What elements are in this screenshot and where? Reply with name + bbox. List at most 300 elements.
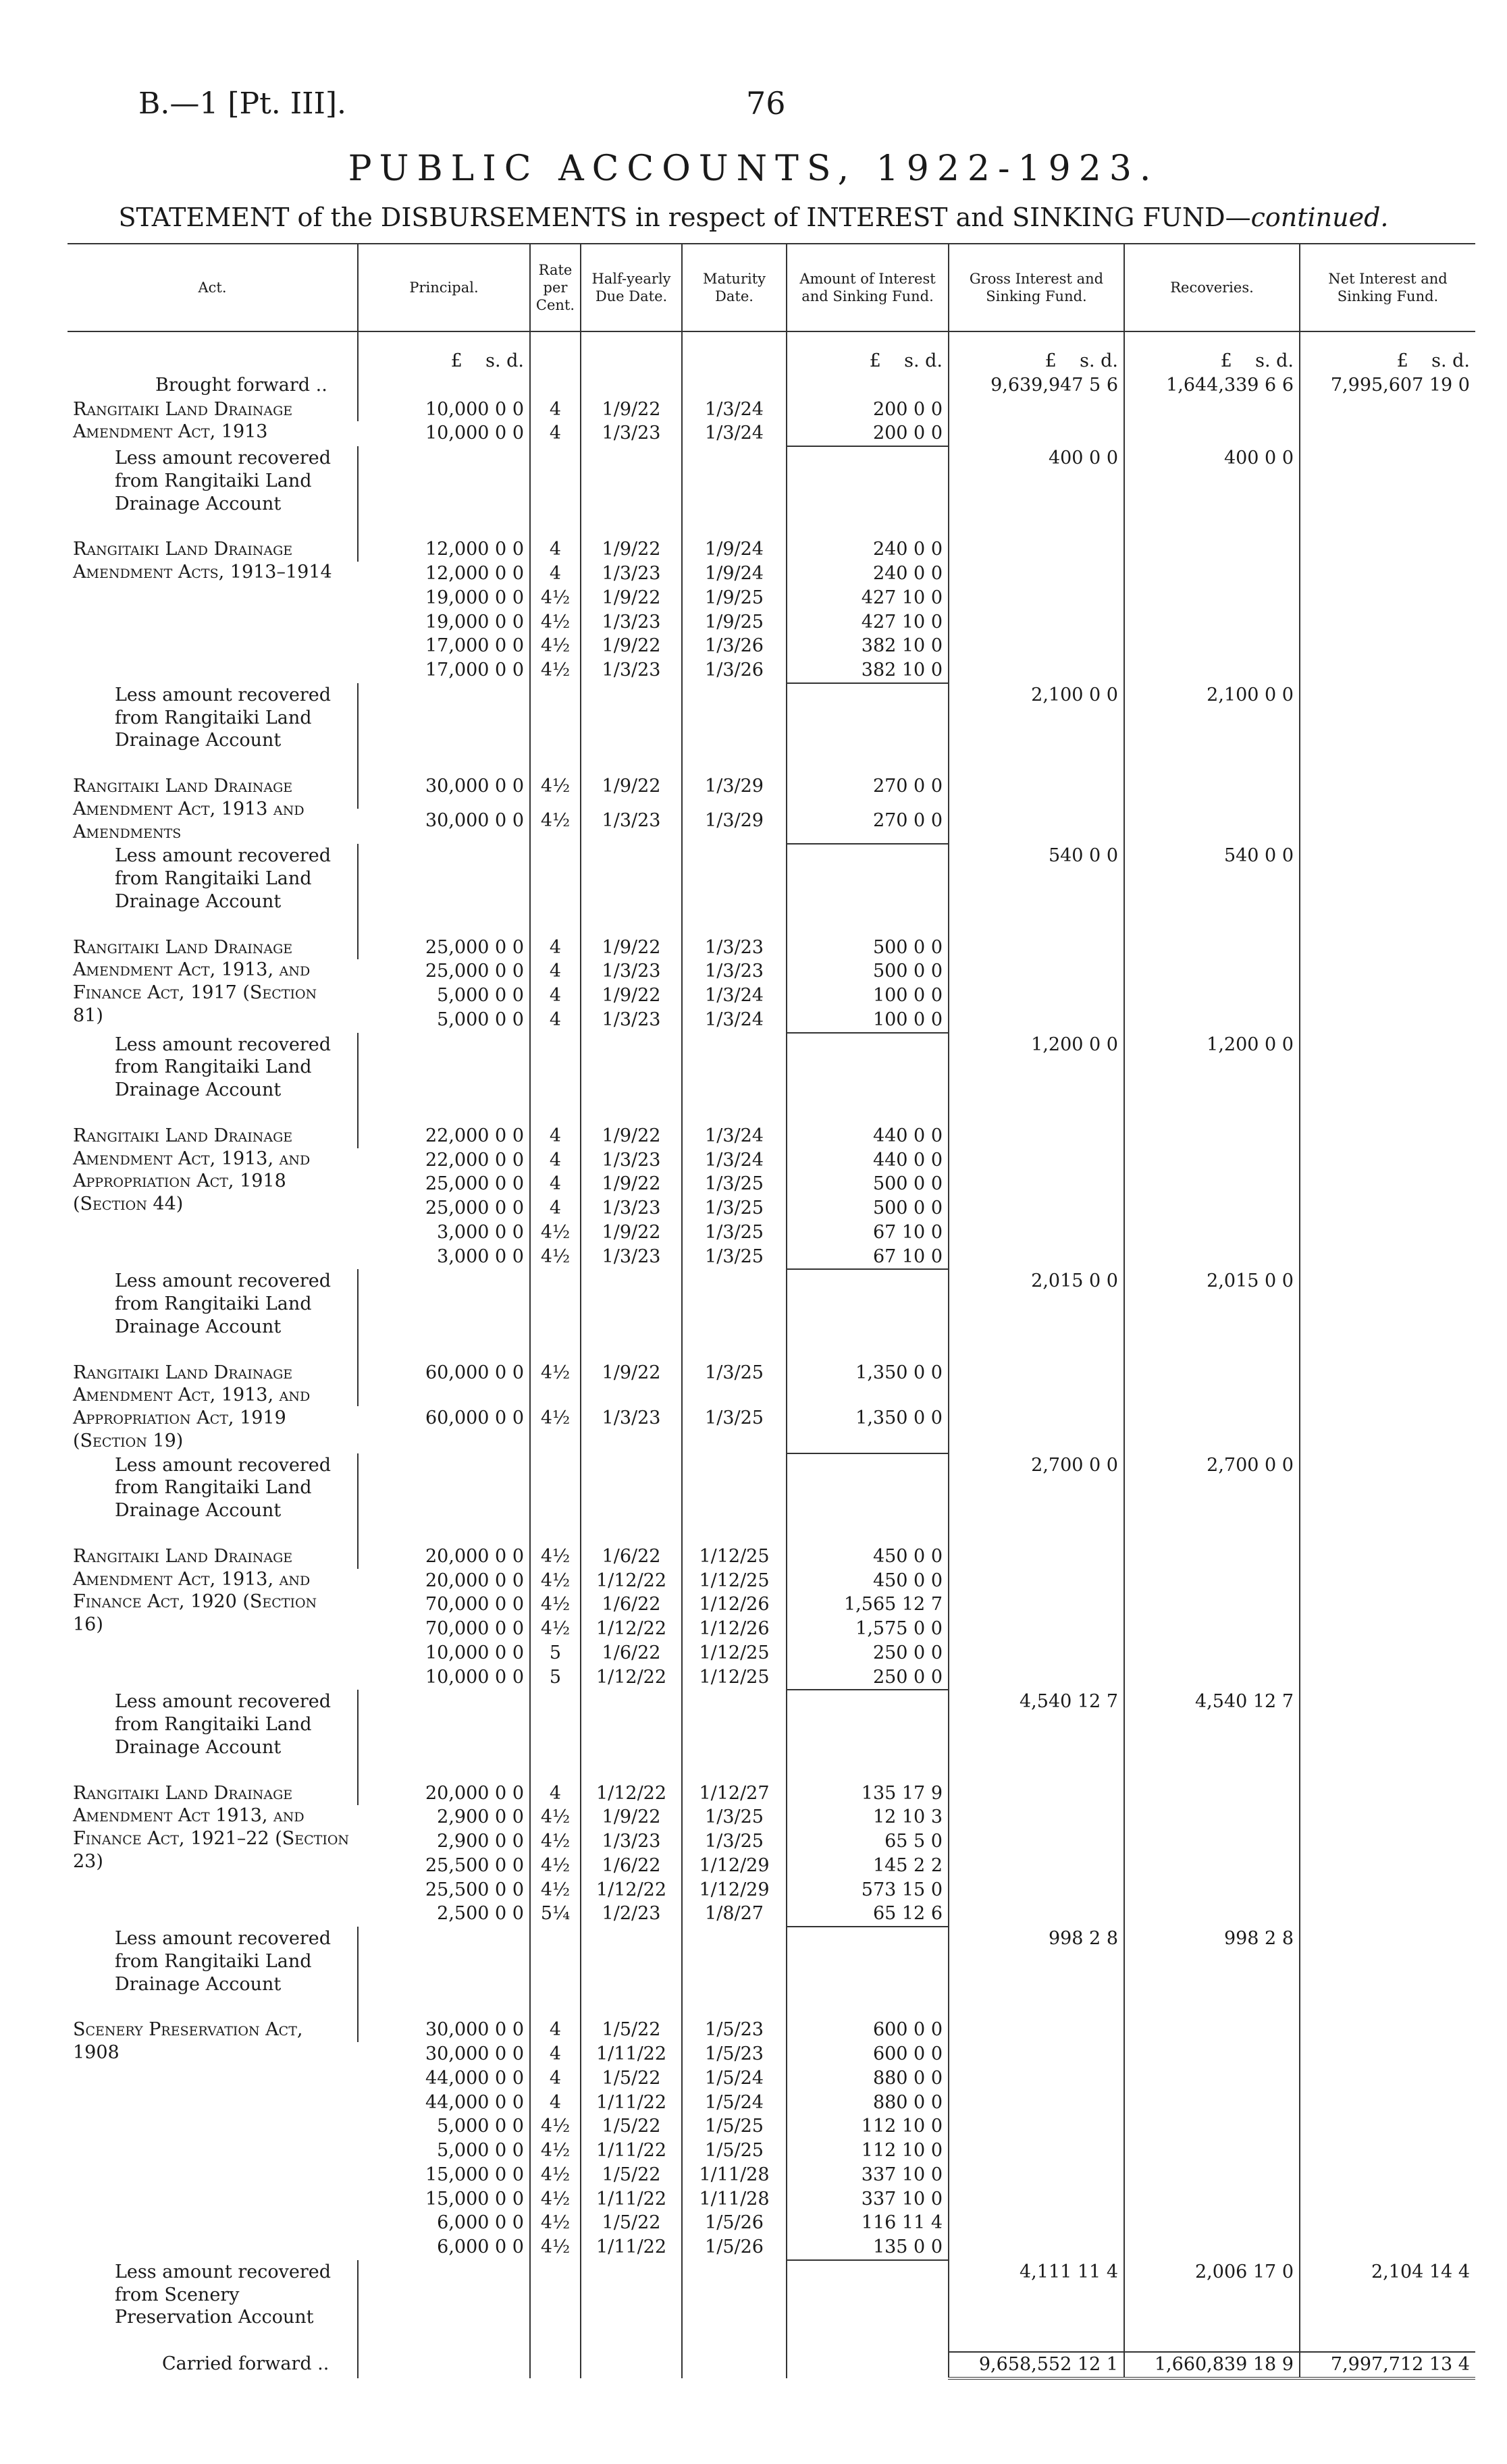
table-cell [1300,1008,1475,1033]
rate-cell: 4 [530,2042,581,2066]
principal-cell: 30,000 0 0 [358,774,530,809]
gross-cell: 2,700 0 0 [949,1453,1124,1523]
amount-cell: 600 0 0 [787,2042,949,2066]
table-cell [787,1033,949,1102]
less-recovered-row [68,1269,1475,1339]
due-date-cell: 1/3/23 [581,1829,682,1854]
table-cell [949,936,1124,960]
rate-cell: 4 [530,936,581,960]
less-recovered-row [68,1453,1475,1523]
table-cell [787,914,949,936]
table-cell [358,1453,530,1523]
table-cell [1124,1760,1300,1782]
due-date-cell: 1/3/23 [581,809,682,844]
table-cell [787,331,949,373]
table-cell [682,516,787,537]
less-recovered-row [68,446,1475,516]
table-cell [949,610,1124,635]
due-date-cell: 1/5/22 [581,2163,682,2187]
maturity-date-cell: 1/11/28 [682,2163,787,2187]
table-cell [68,1523,358,1545]
table-cell [358,1690,530,1759]
principal-cell: 10,000 0 0 [425,1666,524,1688]
table-cell [68,2330,358,2352]
table-cell [1124,1008,1300,1033]
table-cell [1124,2187,1300,2212]
principal-cell: 22,000 0 0 [358,1124,530,1148]
due-date-cell: 1/9/22 [581,1172,682,1196]
table-cell [1124,774,1300,809]
amount-cell: 500 0 0 [787,1172,949,1196]
table-cell [682,2260,787,2330]
principal-cell: 19,000 0 0 [425,587,524,608]
due-date-cell: 1/9/22 [581,634,682,658]
principal-cell: 15,000 0 0 [425,2188,524,2209]
table-cell [1300,2211,1475,2235]
due-date-cell: 1/9/22 [581,1361,682,1407]
table-cell [581,1996,682,2018]
table-cell [1300,2091,1475,2115]
table-row [68,774,1475,809]
table-cell [949,1641,1124,1665]
due-date-cell: 1/12/22 [581,1665,682,1690]
pound-unit: £ [1220,350,1232,371]
rate-cell: 4½ [530,586,581,610]
table-cell [358,373,530,398]
gross-cell: 400 0 0 [949,446,1124,516]
table-cell [358,2260,530,2330]
amount-cell: 880 0 0 [787,2066,949,2091]
table-cell [949,658,1124,683]
net-cell [1300,1269,1475,1339]
table-cell [1124,421,1300,446]
table-cell [581,1339,682,1361]
table-row [68,1782,1475,1806]
gross-cell: 2,015 0 0 [949,1269,1124,1339]
act-name: Rangitaiki Land Drainage Amendment Act, 1913 [73,398,293,443]
net-cell [1300,1453,1475,1523]
act-name: Rangitaiki Land Drainage Amendment Act, 1913, and Appropriation Act, 1918 (Section 44) [73,1125,311,1214]
table-cell [787,516,949,537]
table-cell [1300,562,1475,586]
due-date-cell: 1/12/22 [581,1569,682,1593]
rate-cell: 4 [530,1008,581,1033]
maturity-date-cell: 1/3/24 [682,398,787,422]
table-cell [581,753,682,774]
maturity-date-cell: 1/3/25 [682,1196,787,1221]
table-cell [358,683,530,753]
table-cell [949,2163,1124,2187]
table-cell [530,914,581,936]
group-spacer [68,1760,1475,1782]
due-date-cell: 1/5/22 [581,2018,682,2042]
table-cell [949,2018,1124,2042]
amount-cell: 382 10 0 [787,634,949,658]
table-cell [530,1760,581,1782]
maturity-date-cell: 1/5/25 [682,2114,787,2139]
maturity-date-cell: 1/5/23 [682,2042,787,2066]
table-cell [1124,753,1300,774]
table-cell [68,914,358,936]
table-cell [1300,634,1475,658]
maturity-date-cell: 1/3/25 [682,1172,787,1196]
table-cell [1124,1196,1300,1221]
table-cell [581,2352,682,2378]
table-cell [530,1927,581,1996]
brought-forward-label: Brought forward .. [155,374,327,396]
maturity-date-cell: 1/3/23 [682,959,787,984]
table-cell [682,2330,787,2352]
amount-cell: 337 10 0 [787,2187,949,2212]
table-cell [949,2114,1124,2139]
table-cell [1124,2091,1300,2115]
table-cell [949,1196,1124,1221]
recoveries-cell: 540 0 0 [1124,844,1300,913]
table-cell [1300,2066,1475,2091]
sd-unit: s. d. [485,350,524,371]
column-header-amount: Amount of Interest and Sinking Fund. [787,244,949,331]
table-cell [949,2042,1124,2066]
principal-cell: 20,000 0 0 [358,1782,530,1806]
principal-cell: 15,000 0 0 [425,2164,524,2185]
table-cell [581,373,682,398]
carried-forward-gross: 9,658,552 12 1 [949,2352,1124,2378]
table-row [68,537,1475,562]
rate-cell: 4½ [530,1569,581,1593]
amount-cell: 250 0 0 [787,1641,949,1665]
gross-cell: 540 0 0 [949,844,1124,913]
table-cell [1124,634,1300,658]
table-cell [1124,1221,1300,1245]
table-cell [787,1690,949,1759]
recoveries-cell: 2,100 0 0 [1124,683,1300,753]
table-cell [358,2330,530,2352]
rate-cell: 4½ [530,809,581,844]
due-date-cell: 1/9/22 [581,537,682,562]
table-cell [1124,959,1300,984]
table-cell [949,1878,1124,1902]
rate-cell: 4 [530,1124,581,1148]
amount-cell: 500 0 0 [787,959,949,984]
table-cell [68,1339,358,1361]
table-cell [581,914,682,936]
table-cell [949,1665,1124,1690]
principal-cell: 10,000 0 0 [425,423,524,444]
subtitle-main: STATEMENT of the DISBURSEMENTS in respect of INTEREST and SINKING FUND— [118,203,1251,232]
amount-cell: 65 5 0 [787,1829,949,1854]
table-cell [682,373,787,398]
table-row [68,1361,1475,1407]
table-cell [787,2330,949,2352]
table-cell [1300,398,1475,422]
table-cell [1124,1339,1300,1361]
table-cell [1300,1592,1475,1617]
table-cell [1300,1878,1475,1902]
due-date-cell: 1/11/22 [581,2187,682,2212]
amount-cell: 427 10 0 [787,610,949,635]
table-cell [949,537,1124,562]
table-cell [1300,1406,1475,1453]
table-cell [1124,2235,1300,2260]
maturity-date-cell: 1/5/24 [682,2091,787,2115]
table-cell [1300,537,1475,562]
table-cell [358,331,530,373]
table-cell [1124,610,1300,635]
amount-cell: 116 11 4 [787,2211,949,2235]
maturity-date-cell: 1/3/25 [682,1805,787,1829]
table-cell [787,844,949,913]
table-cell [682,1269,787,1339]
table-cell [949,1545,1124,1569]
rate-cell: 4½ [530,1829,581,1854]
gross-cell: 998 2 8 [949,1927,1124,1996]
table-cell [530,373,581,398]
amount-cell: 1,575 0 0 [787,1617,949,1641]
table-cell [1300,1124,1475,1148]
table-cell [1300,1148,1475,1173]
maturity-date-cell: 1/12/25 [682,1665,787,1690]
due-date-cell: 1/6/22 [581,1592,682,1617]
table-cell [581,1453,682,1523]
table-cell [68,331,358,373]
table-cell [949,2066,1124,2091]
table-cell [358,753,530,774]
recoveries-cell: 2,015 0 0 [1124,1269,1300,1339]
due-date-cell: 1/11/22 [581,2042,682,2066]
table-cell [1124,1592,1300,1617]
table-cell [949,586,1124,610]
principal-cell: 20,000 0 0 [425,1570,524,1591]
net-cell [1300,1690,1475,1759]
brought-forward-row [68,373,1475,398]
amount-cell: 65 12 6 [787,1902,949,1927]
table-cell [949,914,1124,936]
table-cell [1124,1829,1300,1854]
table-cell [949,634,1124,658]
table-cell [1124,984,1300,1008]
principal-cell: 30,000 0 0 [425,809,524,831]
table-cell [581,683,682,753]
amount-cell: 112 10 0 [787,2114,949,2139]
due-date-cell: 1/9/22 [581,936,682,960]
table-cell [787,1760,949,1782]
table-cell [787,1102,949,1124]
amount-cell: 1,565 12 7 [787,1592,949,1617]
rate-cell: 4 [530,537,581,562]
group-spacer [68,1523,1475,1545]
table-cell [1124,936,1300,960]
due-date-cell: 1/9/22 [581,1221,682,1245]
principal-cell: 60,000 0 0 [358,1361,530,1407]
due-date-cell: 1/3/23 [581,959,682,984]
table-cell [1300,2139,1475,2163]
column-header-gross: Gross Interest and Sinking Fund. [949,244,1124,331]
column-header-due-date: Half-yearly Due Date. [581,244,682,331]
amount-cell: 112 10 0 [787,2139,949,2163]
principal-cell: 2,900 0 0 [437,1806,524,1828]
due-date-cell: 1/11/22 [581,2235,682,2260]
rate-cell: 4 [530,959,581,984]
due-date-cell: 1/5/22 [581,2066,682,2091]
gross-cell: 4,540 12 7 [949,1690,1124,1759]
due-date-cell: 1/3/23 [581,1148,682,1173]
table-cell [787,2352,949,2378]
less-recovered-label: Less amount recovered from Rangitaiki Land Drainage Account [115,448,332,514]
table-cell [1124,658,1300,683]
sd-unit: s. d. [1080,350,1118,371]
pound-unit: £ [1396,350,1408,371]
less-recovered-row [68,1690,1475,1759]
table-cell [787,1453,949,1523]
maturity-date-cell: 1/3/26 [682,634,787,658]
table-cell [1300,1760,1475,1782]
rate-cell: 5 [530,1665,581,1690]
due-date-cell: 1/9/22 [581,398,682,422]
rate-cell: 4½ [530,1221,581,1245]
table-cell [1124,1569,1300,1593]
rate-cell: 4½ [530,1617,581,1641]
table-cell [1124,1523,1300,1545]
table-cell [1300,936,1475,960]
statement-subtitle [0,203,1507,232]
table-cell [581,1033,682,1102]
principal-cell: 12,000 0 0 [358,537,530,562]
principal-cell: 30,000 0 0 [358,2018,530,2042]
table-cell [1124,1805,1300,1829]
table-cell [1300,1617,1475,1641]
table-cell [530,331,581,373]
table-row [68,398,1475,422]
table-cell [949,2139,1124,2163]
rate-cell: 4½ [530,1361,581,1407]
maturity-date-cell: 1/3/24 [682,421,787,446]
brought-forward-recoveries: 1,644,339 6 6 [1124,373,1300,398]
table-cell [1300,774,1475,809]
net-cell [1300,446,1475,516]
maturity-date-cell: 1/12/25 [682,1569,787,1593]
amount-cell: 450 0 0 [787,1569,949,1593]
amount-cell: 135 17 9 [787,1782,949,1806]
currency-unit-row [68,331,1475,373]
less-recovered-label: Less amount recovered from Rangitaiki Land Drainage Account [115,1691,332,1758]
table-cell [530,2352,581,2378]
amount-cell: 270 0 0 [787,774,949,809]
maturity-date-cell: 1/5/24 [682,2066,787,2091]
act-name: Rangitaiki Land Drainage Amendment Act, 1913, and Finance Act, 1920 (Section 16) [73,1545,317,1635]
table-cell [358,516,530,537]
principal-cell: 25,000 0 0 [425,961,524,982]
page-number: 76 [746,85,786,122]
maturity-date-cell: 1/12/26 [682,1592,787,1617]
table-cell [530,1523,581,1545]
table-cell [949,1617,1124,1641]
sd-unit: s. d. [904,350,943,371]
maturity-date-cell: 1/9/25 [682,586,787,610]
table-cell [530,844,581,913]
table-cell [581,1102,682,1124]
table-cell [1124,809,1300,844]
principal-cell: 10,000 0 0 [425,1642,524,1663]
table-cell [1300,2114,1475,2139]
table-cell [1300,1902,1475,1927]
rate-cell: 4½ [530,610,581,635]
table-cell [682,683,787,753]
group-spacer [68,1102,1475,1124]
table-cell [1124,586,1300,610]
principal-cell: 22,000 0 0 [425,1149,524,1171]
table-cell [1300,1172,1475,1196]
rate-cell: 4½ [530,1805,581,1829]
table-cell [949,2211,1124,2235]
table-cell [949,516,1124,537]
table-row [68,936,1475,960]
table-cell [949,1361,1124,1407]
recoveries-cell: 1,200 0 0 [1124,1033,1300,1102]
brought-forward-gross: 9,639,947 5 6 [949,373,1124,398]
table-cell [358,844,530,913]
principal-cell: 44,000 0 0 [425,2067,524,2089]
principal-cell: 12,000 0 0 [425,563,524,584]
group-spacer [68,1996,1475,2018]
table-cell [949,1172,1124,1196]
maturity-date-cell: 1/9/24 [682,537,787,562]
table-cell [1124,2211,1300,2235]
maturity-date-cell: 1/3/25 [682,1361,787,1407]
principal-cell: 20,000 0 0 [358,1545,530,1569]
table-cell [949,398,1124,422]
rate-cell: 4½ [530,2235,581,2260]
rate-cell: 4½ [530,1592,581,1617]
table-cell [1300,1641,1475,1665]
maturity-date-cell: 1/12/26 [682,1617,787,1641]
column-header-principal: Principal. [358,244,530,331]
principal-cell: 5,000 0 0 [437,1009,524,1030]
table-cell [1124,1878,1300,1902]
amount-cell: 427 10 0 [787,586,949,610]
table-cell [949,1805,1124,1829]
table-cell [1300,1782,1475,1806]
table-cell [581,844,682,913]
gross-cell: 2,100 0 0 [949,683,1124,753]
maturity-date-cell: 1/3/24 [682,1124,787,1148]
table-cell [1300,610,1475,635]
table-cell [949,1406,1124,1453]
rate-cell: 4½ [530,1245,581,1270]
table-cell [530,446,581,516]
principal-cell: 2,500 0 0 [437,1903,524,1925]
amount-cell: 270 0 0 [787,809,949,844]
less-recovered-row [68,1927,1475,1996]
due-date-cell: 1/12/22 [581,1878,682,1902]
table-cell [68,1102,358,1124]
table-cell [1300,1361,1475,1407]
disbursements-table [68,243,1475,2380]
table-cell [1300,1665,1475,1690]
table-cell [1300,2187,1475,2212]
pound-unit: £ [869,350,881,371]
table-cell [581,1269,682,1339]
table-cell [1124,1641,1300,1665]
amount-cell: 1,350 0 0 [787,1361,949,1407]
table-cell [949,1339,1124,1361]
table-cell [530,516,581,537]
table-cell [787,1269,949,1339]
table-cell [581,1523,682,1545]
table-cell [358,1523,530,1545]
rate-cell: 4½ [530,658,581,683]
sd-unit: s. d. [1255,350,1294,371]
table-cell [682,1102,787,1124]
